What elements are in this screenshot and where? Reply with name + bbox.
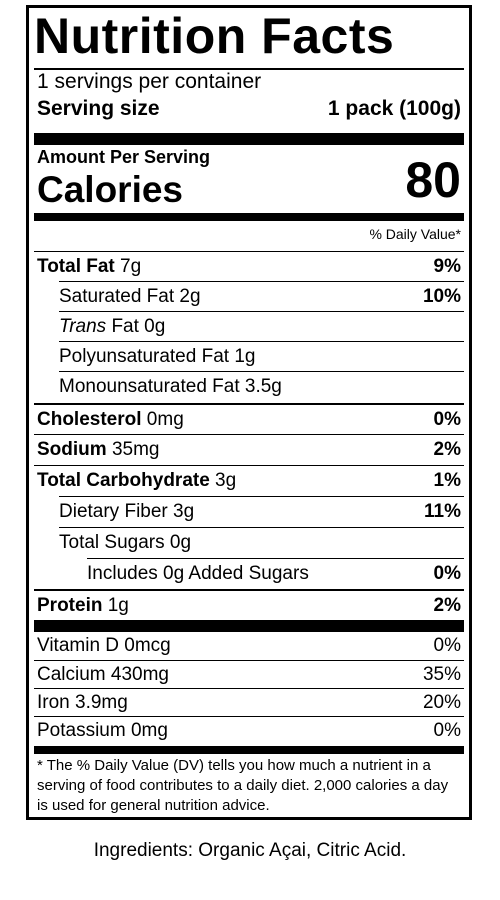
protein-row (34, 589, 464, 619)
total-carbohydrate-amount: 3g (209, 470, 237, 491)
medium-rule-calories (34, 213, 464, 221)
serving-size-value: 1 pack (100g) (327, 97, 461, 120)
calories-value: 80 (405, 152, 461, 208)
vitamin-d-dv: 0% (433, 635, 461, 656)
total-fat-amount: 7g (114, 256, 142, 277)
added-sugars-row (87, 558, 464, 588)
calcium-row (34, 660, 464, 688)
trans-fat-italic: Trans (59, 316, 107, 337)
monounsaturated-fat-row (59, 371, 464, 401)
polyunsaturated-fat-label: Polyunsaturated Fat 1g (59, 346, 256, 367)
protein-amount: 1g (102, 595, 129, 616)
total-sugars-label: Total Sugars 0g (59, 532, 192, 553)
daily-value-footnote: * The % Daily Value (DV) tells you how much a nutrient in a serving of food contributes to a daily diet. 2,000 calories a day is used for general nutrition advice. (37, 757, 449, 814)
calories-label: Calories (37, 169, 184, 210)
calcium-dv: 35% (422, 664, 461, 685)
vitamin-d-row (34, 632, 464, 660)
total-carbohydrate-row (34, 465, 464, 495)
potassium-row (34, 716, 464, 744)
total-carbohydrate-label: Total Carbohydrate (37, 470, 210, 491)
label-title: Nutrition Facts (34, 8, 395, 64)
cholesterol-amount: 0mg (141, 409, 184, 430)
sodium-amount: 35mg (106, 439, 160, 460)
potassium-label: Potassium 0mg (37, 720, 168, 741)
iron-dv: 20% (422, 692, 461, 713)
dietary-fiber-row (59, 496, 464, 526)
added-sugars-dv: 0% (433, 563, 461, 584)
trans-fat-row (59, 311, 464, 341)
serving-size-label: Serving size (37, 97, 160, 120)
added-sugars-label: Includes 0g Added Sugars (87, 563, 309, 584)
ingredients-text: Ingredients: Organic Açai, Citric Acid. (93, 840, 407, 861)
cholesterol-label: Cholesterol (37, 409, 142, 430)
total-fat-label: Total Fat (37, 256, 115, 277)
protein-dv: 2% (433, 595, 461, 616)
total-sugars-row (59, 527, 464, 557)
thick-rule-serving (34, 133, 464, 145)
iron-label: Iron 3.9mg (37, 692, 128, 713)
saturated-fat-row (59, 281, 464, 311)
dietary-fiber-dv: 11% (424, 501, 461, 522)
trans-fat-label: Fat 0g (106, 316, 166, 337)
total-carbohydrate-dv: 1% (433, 470, 461, 491)
saturated-fat-dv: 10% (422, 286, 461, 307)
total-fat-row (34, 251, 464, 281)
amount-per-serving: Amount Per Serving (37, 147, 211, 167)
medium-rule-footnote (34, 746, 464, 754)
total-fat-dv: 9% (433, 256, 461, 277)
thick-rule-vitamins (34, 620, 464, 632)
sodium-dv: 2% (433, 439, 461, 460)
iron-row (34, 688, 464, 716)
protein-label: Protein (37, 595, 103, 616)
dietary-fiber-label: Dietary Fiber 3g (59, 501, 195, 522)
cholesterol-dv: 0% (433, 409, 461, 430)
cholesterol-row (34, 403, 464, 433)
saturated-fat-label: Saturated Fat 2g (59, 286, 201, 307)
potassium-dv: 0% (433, 720, 461, 741)
sodium-label: Sodium (37, 439, 107, 460)
nutrition-facts-label (26, 5, 472, 820)
calcium-label: Calcium 430mg (37, 664, 169, 685)
polyunsaturated-fat-row (59, 341, 464, 371)
daily-value-header: % Daily Value* (369, 226, 461, 242)
servings-per-container: 1 servings per container (37, 70, 262, 93)
monounsaturated-fat-label: Monounsaturated Fat 3.5g (59, 376, 282, 397)
vitamin-d-label: Vitamin D 0mcg (37, 635, 171, 656)
sodium-row (34, 434, 464, 464)
